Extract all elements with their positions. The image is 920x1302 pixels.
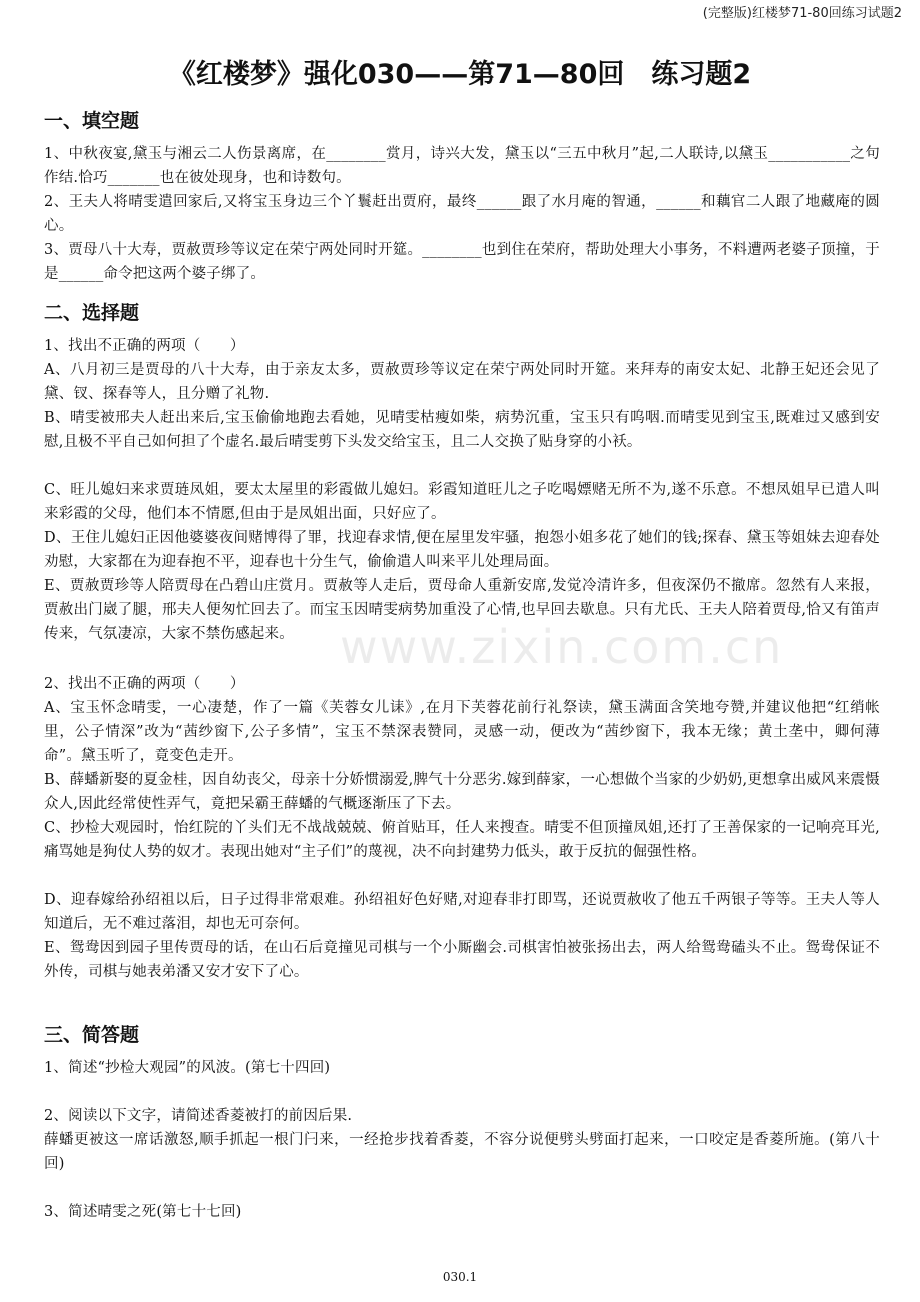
choice-q1-option-e: E、贾赦贾珍等人陪贾母在凸碧山庄赏月。贾赦等人走后，贾母命人重新安席,发觉冷清许多，但夜深仍不撤席。忽然有人来报，贾赦出门崴了腿，邢夫人便匆忙回去了。而宝玉因晴雯病势加重没了心情,也早回去歇息。只有尤氏、王夫人陪着贾母,恰又有笛声传来，气氛凄凉，大家不禁伤感起来。: [44, 578, 880, 642]
short-answer-q3: 3、简述晴雯之死(第七十七回): [44, 1204, 242, 1220]
choice-q1-option-a: A、八月初三是贾母的八十大寿，由于亲友太多，贾赦贾珍等议定在荣宁两处同时开筵。来拜寿的南安太妃、北静王妃还会见了黛、钗、探春等人，且分赠了礼物.: [44, 362, 880, 402]
watermark: www.zixin.com.cn: [340, 620, 784, 674]
page-number: 030.1: [442, 1270, 478, 1284]
choice-q2-option-a: A、宝玉怀念晴雯，一心凄楚，作了一篇《芙蓉女儿诔》,在月下芙蓉花前行礼祭读，黛玉满面含笑地夸赞,并建议他把“红绡帐里，公子情深”改为“茜纱窗下,公子多情”，宝玉不禁深表赞同，灵感一动，便改为“茜纱窗下，我本无缘；黄土垄中，卿何薄命”。黛玉听了，竟变色走开。: [44, 700, 880, 764]
choice-q1-option-c: C、旺儿媳妇来求贾琏凤姐，要太太屋里的彩霞做儿媳妇。彩霞知道旺儿之子吃喝嫖赌无所不为,遂不乐意。不想凤姐早已遣人叫来彩霞的父母，他们本不情愿,但由于是凤姐出面，只好应了。: [44, 482, 880, 522]
section-heading-fill-blank: 一、填空题: [44, 110, 140, 132]
section-heading-short-answer: 三、简答题: [44, 1024, 140, 1046]
page-title: 《红楼梦》强化030——第71—80回 练习题2: [168, 59, 752, 90]
choice-q2-stem: 2、找出不正确的两项（ ）: [44, 676, 245, 692]
choice-q1-option-d: D、王住儿媳妇正因他婆婆夜间赌博得了罪，找迎春求情,便在屋里发牢骚，抱怨小姐多花了她们的钱;探春、黛玉等姐妹去迎春处劝慰，大家都在为迎春抱不平，迎春也十分生气，偷偷遣人叫来平儿处理局面。: [44, 530, 880, 570]
choice-q2-option-d: D、迎春嫁给孙绍祖以后，日子过得非常艰难。孙绍祖好色好赌,对迎春非打即骂，还说贾赦收了他五千两银子等等。王夫人等人知道后，无不难过落泪，却也无可奈何。: [44, 892, 880, 932]
short-answer-q2-text: 薛蟠更被这一席话激怒,顺手抓起一根门闩来，一经抢步找着香菱，不容分说便劈头劈面打起来，一口咬定是香菱所施。(第八十回): [44, 1132, 880, 1172]
choice-q1-option-b: B、晴雯被邢夫人赶出来后,宝玉偷偷地跑去看她，见晴雯枯瘦如柴，病势沉重，宝玉只有呜咽.而晴雯见到宝玉,既难过又感到安慰,且极不平自己如何担了个虚名.最后晴雯剪下头发交给宝玉，且二人交换了贴身穿的小袄。: [44, 410, 880, 450]
choice-q2-option-b: B、薛蟠新娶的夏金桂，因自幼丧父，母亲十分娇惯溺爱,脾气十分恶劣.嫁到薛家，一心想做个当家的少奶奶,更想拿出威风来震慑众人,因此经常使性弄气，竟把呆霸王薛蟠的气概逐渐压了下去。: [44, 772, 880, 812]
choice-q2-option-e: E、鸳鸯因到园子里传贾母的话，在山石后竟撞见司棋与一个小厮幽会.司棋害怕被张扬出去，两人给鸳鸯磕头不止。鸳鸯保证不外传，司棋与她表弟潘又安才安下了心。: [44, 940, 880, 980]
fill-blank-q1: 1、中秋夜宴,黛玉与湘云二人伤景离席，在________赏月，诗兴大发，黛玉以“三五中秋月”起,二人联诗,以黛玉___________之句作结.恰巧_______也在彼处现身，也和诗数句。: [44, 146, 880, 186]
short-answer-q1: 1、简述“抄检大观园”的风波。(第七十四回): [44, 1060, 331, 1076]
short-answer-q2-stem: 2、阅读以下文字，请简述香菱被打的前因后果.: [44, 1108, 353, 1124]
section-heading-choice: 二、选择题: [44, 302, 140, 324]
choice-q2-option-c: C、抄检大观园时，怡红院的丫头们无不战战兢兢、俯首贴耳，任人来搜查。晴雯不但顶撞凤姐,还打了王善保家的一记响亮耳光,痛骂她是狗仗人势的奴才。表现出她对“主子们”的蔑视，决不向封建势力低头，敢于反抗的倔强性格。: [44, 820, 880, 860]
fill-blank-q2: 2、王夫人将晴雯遣回家后,又将宝玉身边三个丫鬟赶出贾府，最终______跟了水月庵的智通，______和藕官二人跟了地藏庵的圆心。: [44, 194, 880, 234]
choice-q1-stem: 1、找出不正确的两项（ ）: [44, 338, 245, 354]
page-header: (完整版)红楼梦71-80回练习试题2: [702, 6, 902, 21]
fill-blank-q3: 3、贾母八十大寿，贾赦贾珍等议定在荣宁两处同时开筵。________也到住在荣府，帮助处理大小事务，不料遭两老婆子顶撞，于是______命令把这两个婆子绑了。: [44, 242, 880, 282]
